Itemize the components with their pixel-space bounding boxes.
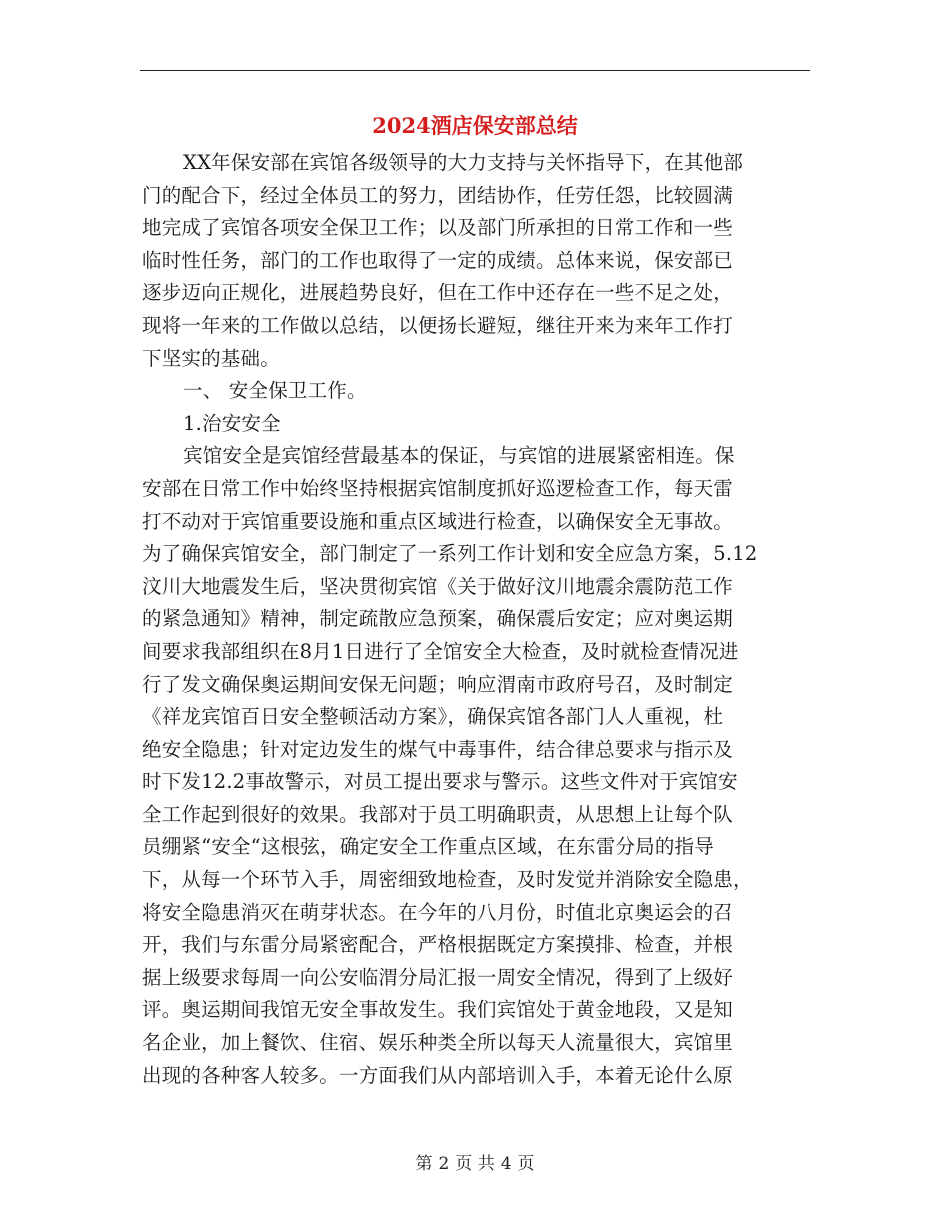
body-line: 出现的各种客人较多。一方面我们从内部培训入手，本着无论什么原 bbox=[142, 1063, 734, 1087]
body-line: 地完成了宾馆各项安全保卫工作；以及部门所承担的日常工作和一些 bbox=[142, 216, 734, 240]
body-line: 为了确保宾馆安全，部门制定了一系列工作计划和安全应急方案，5.12 bbox=[142, 542, 758, 566]
body-line: 据上级要求每周一向公安临渭分局汇报一周安全情况，得到了上级好 bbox=[142, 965, 734, 989]
body-line: 间要求我部组织在8月1日进行了全馆安全大检查，及时就检查情况进 bbox=[142, 639, 739, 663]
current-page-number: 2 bbox=[438, 1154, 450, 1174]
body-line: 门的配合下，经过全体员工的努力，团结协作，任劳任怨，比较圆满 bbox=[142, 183, 734, 207]
body-line: 安部在日常工作中始终坚持根据宾馆制度抓好巡逻检查工作，每天雷 bbox=[142, 476, 734, 500]
body-line: XX年保安部在宾馆各级领导的大力支持与关怀指导下，在其他部 bbox=[183, 151, 744, 174]
body-line: 汶川大地震发生后，坚决贯彻宾馆《关于做好汶川地震余震防范工作 bbox=[142, 574, 734, 598]
body-line: 全工作起到很好的效果。我部对于员工明确职责，从思想上让每个队 bbox=[142, 802, 734, 826]
document-title: 2024酒店保安部总结 bbox=[372, 113, 578, 138]
body-line: 时下发12.2事故警示，对员工提出要求与警示。这些文件对于宾馆安 bbox=[142, 770, 738, 794]
body-line: 逐步迈向正规化，进展趋势良好，但在工作中还存在一些不足之处， bbox=[142, 281, 734, 305]
footer-middle: 页 共 bbox=[455, 1154, 495, 1174]
body-line: 将安全隐患消灭在萌芽状态。在今年的八月份，时值北京奥运会的召 bbox=[142, 900, 734, 924]
body-line: 下，从每一个环节入手，周密细致地检查，及时发觉并消除安全隐患， bbox=[142, 868, 753, 892]
body-line: 员绷紧“安全“这根弦，确定安全工作重点区域，在东雷分局的指导 bbox=[142, 835, 714, 859]
footer-prefix: 第 bbox=[415, 1154, 433, 1174]
body-line: 临时性任务，部门的工作也取得了一定的成绩。总体来说，保安部已 bbox=[142, 248, 734, 272]
page-footer bbox=[0, 1152, 950, 1176]
body-line: 打不动对于宾馆重要设施和重点区域进行检查，以确保安全无事故。 bbox=[142, 509, 734, 533]
body-line: 开，我们与东雷分局紧密配合，严格根据既定方案摸排、检查，并根 bbox=[142, 933, 734, 957]
body-line: 名企业，加上餐饮、住宿、娱乐种类全所以每天人流量很大，宾馆里 bbox=[142, 1031, 734, 1055]
section-heading: 一、 安全保卫工作。 bbox=[183, 379, 367, 403]
body-line: 宾馆安全是宾馆经营最基本的保证，与宾馆的进展紧密相连。保 bbox=[183, 444, 735, 468]
body-line: 现将一年来的工作做以总结，以便扬长避短，继往开来为来年工作打 bbox=[142, 313, 734, 337]
body-line: 绝安全隐患；针对定边发生的煤气中毒事件，结合律总要求与指示及 bbox=[142, 737, 734, 761]
body-line: 的紧急通知》精神，制定疏散应急预案，确保震后安定；应对奥运期 bbox=[142, 607, 734, 631]
header-rule bbox=[140, 70, 810, 71]
body-line: 评。奥运期间我馆无安全事故发生。我们宾馆处于黄金地段，又是知 bbox=[142, 998, 734, 1022]
body-line: 行了发文确保奥运期间安保无问题；响应渭南市政府号召，及时制定 bbox=[142, 672, 734, 696]
body-line: 下坚实的基础。 bbox=[142, 346, 280, 370]
subsection-heading: 1.治安安全 bbox=[183, 411, 281, 435]
body-line: 《祥龙宾馆百日安全整顿活动方案》，确保宾馆各部门人人重视，杜 bbox=[142, 705, 724, 729]
total-page-count: 4 bbox=[500, 1154, 512, 1174]
footer-suffix: 页 bbox=[517, 1154, 535, 1174]
document-body bbox=[142, 147, 810, 1092]
